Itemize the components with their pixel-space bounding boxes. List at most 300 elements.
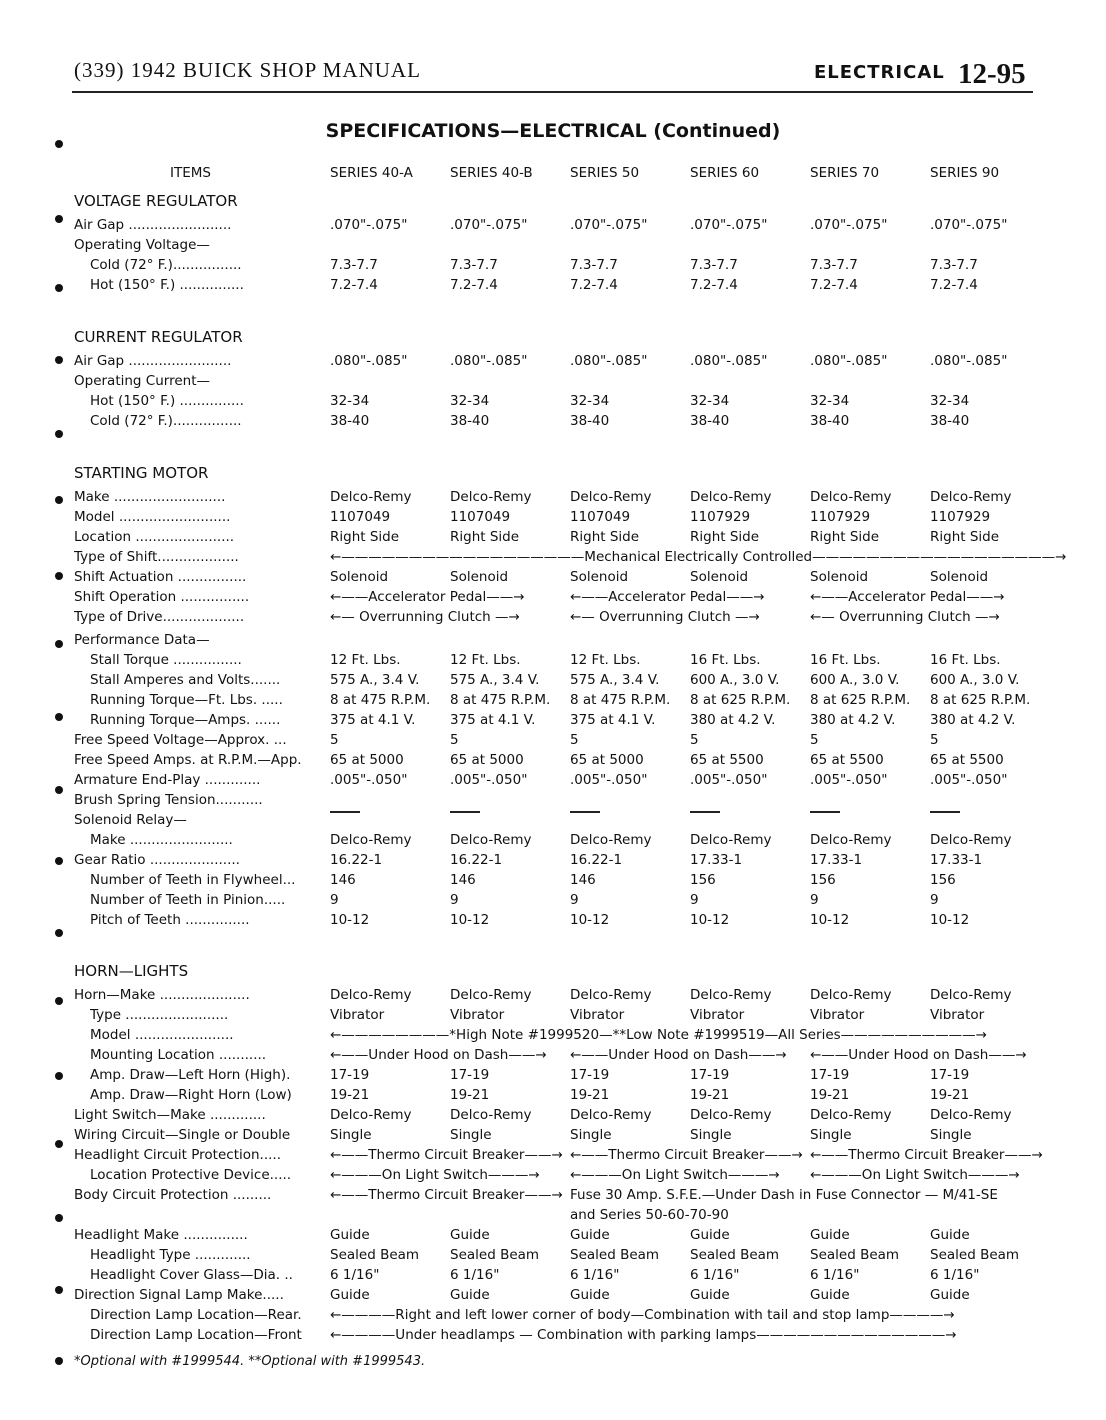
cell-value: Guide — [330, 1227, 370, 1243]
cell-value: 8 at 475 R.P.M. — [450, 692, 551, 708]
cell-value: 7.2-7.4 — [810, 277, 858, 293]
margin-bullet — [55, 356, 63, 364]
cell-value: .080"-.085" — [930, 353, 1008, 369]
spec-row — [0, 609, 1106, 629]
margin-bullet — [55, 640, 63, 648]
cell-value: 19-21 — [930, 1087, 970, 1103]
row-label: Direction Lamp Location—Rear. — [90, 1307, 302, 1323]
cell-value: 7.3-7.7 — [450, 257, 498, 273]
spec-row — [0, 1307, 1106, 1327]
row-label: Model .......................... — [74, 509, 231, 525]
row-label: Make .......................... — [74, 489, 226, 505]
cell-value: .005"-.050" — [330, 772, 408, 788]
spec-row — [0, 373, 1106, 393]
cell-value: Right Side — [450, 529, 520, 545]
row-label: Operating Voltage— — [74, 237, 210, 253]
row-label: Performance Data— — [74, 632, 210, 648]
series-header: SERIES 40-A — [330, 165, 413, 181]
spec-row — [0, 509, 1106, 529]
section-heading: VOLTAGE REGULATOR — [74, 192, 238, 210]
cell-value: Guide — [690, 1227, 730, 1243]
cell-value: 6 1/16" — [450, 1267, 500, 1283]
cell-value: 575 A., 3.4 V. — [330, 672, 420, 688]
cell-value: 575 A., 3.4 V. — [450, 672, 540, 688]
cell-value: Delco-Remy — [330, 987, 412, 1003]
cell-value: 65 at 5500 — [810, 752, 884, 768]
cell-value: 375 at 4.1 V. — [450, 712, 536, 728]
cell-value: 1107049 — [450, 509, 511, 525]
cell-value: Solenoid — [930, 569, 989, 585]
cell-value: 10-12 — [810, 912, 850, 928]
cell-value: Right Side — [810, 529, 880, 545]
section-heading-row — [0, 962, 1106, 982]
row-label: Mounting Location ........... — [90, 1047, 267, 1063]
cell-value: 17.33-1 — [810, 852, 863, 868]
cell-value: Delco-Remy — [690, 987, 772, 1003]
cell-value: Guide — [690, 1287, 730, 1303]
cell-value: Delco-Remy — [330, 489, 412, 505]
row-label: Light Switch—Make ............. — [74, 1107, 266, 1123]
cell-value: Vibrator — [810, 1007, 865, 1023]
cell-value: 19-21 — [450, 1087, 490, 1103]
spec-row — [0, 1067, 1106, 1087]
cell-value: 7.2-7.4 — [930, 277, 978, 293]
spanning-value: ←——Under Hood on Dash——→ — [570, 1047, 787, 1063]
cell-value: 6 1/16" — [810, 1267, 860, 1283]
spanning-value: ←———On Light Switch———→ — [330, 1167, 540, 1183]
spanning-value: ←——Thermo Circuit Breaker——→ — [330, 1187, 563, 1203]
row-label: Location Protective Device..... — [90, 1167, 292, 1183]
row-label: Model ....................... — [90, 1027, 234, 1043]
cell-value: Guide — [810, 1227, 850, 1243]
cell-value: 1107049 — [330, 509, 391, 525]
cell-value: Delco-Remy — [450, 489, 532, 505]
cell-value: 9 — [930, 892, 939, 908]
cell-value: Delco-Remy — [450, 832, 532, 848]
series-header: SERIES 70 — [810, 165, 880, 181]
row-label: Running Torque—Ft. Lbs. ..... — [90, 692, 283, 708]
spec-row — [0, 1207, 1106, 1227]
spec-row — [0, 1167, 1106, 1187]
spec-row — [0, 852, 1106, 872]
cell-value: 38-40 — [450, 413, 490, 429]
cell-value: Solenoid — [570, 569, 629, 585]
spec-row — [0, 1287, 1106, 1307]
cell-value: Delco-Remy — [930, 987, 1012, 1003]
spec-row — [0, 569, 1106, 589]
section-heading-row — [0, 328, 1106, 348]
cell-value: Vibrator — [930, 1007, 985, 1023]
cell-value: .080"-.085" — [810, 353, 888, 369]
cell-value: Right Side — [330, 529, 400, 545]
cell-value: Delco-Remy — [930, 1107, 1012, 1123]
cell-value: Vibrator — [690, 1007, 745, 1023]
spanning-value: ←————Under headlamps — Combination with parking lamps——————————————→ — [330, 1327, 957, 1343]
manual-title: (339) 1942 BUICK SHOP MANUAL — [74, 58, 421, 82]
cell-value: Sealed Beam — [450, 1247, 540, 1263]
row-label: Location ....................... — [74, 529, 235, 545]
row-label: Wiring Circuit—Single or Double — [74, 1127, 291, 1143]
cell-value: 19-21 — [810, 1087, 850, 1103]
cell-value: 600 A., 3.0 V. — [930, 672, 1020, 688]
row-label: Cold (72° F.)................ — [90, 413, 242, 429]
cell-value: Single — [450, 1127, 492, 1143]
spec-row — [0, 1227, 1106, 1247]
cell-value: 7.2-7.4 — [330, 277, 378, 293]
cell-value: Solenoid — [330, 569, 389, 585]
cell-value: 19-21 — [330, 1087, 370, 1103]
page-title: SPECIFICATIONS—ELECTRICAL (Continued) — [325, 120, 781, 142]
cell-value: .005"-.050" — [810, 772, 888, 788]
spanning-value: ←——Thermo Circuit Breaker——→ — [330, 1147, 563, 1163]
cell-value: 7.3-7.7 — [330, 257, 378, 273]
row-label: Cold (72° F.)................ — [90, 257, 242, 273]
cell-value: 17.33-1 — [690, 852, 743, 868]
row-label: Pitch of Teeth ............... — [90, 912, 250, 928]
spec-row — [0, 1007, 1106, 1027]
cell-value: 8 at 475 R.P.M. — [570, 692, 671, 708]
cell-value: 6 1/16" — [930, 1267, 980, 1283]
cell-value: Single — [690, 1127, 732, 1143]
spec-row — [0, 413, 1106, 433]
row-label: Body Circuit Protection ......... — [74, 1187, 272, 1203]
spanning-value: ←——Thermo Circuit Breaker——→ — [810, 1147, 1043, 1163]
cell-value: Sealed Beam — [930, 1247, 1020, 1263]
spec-row — [0, 489, 1106, 509]
cell-value: Sealed Beam — [690, 1247, 780, 1263]
row-label: Headlight Circuit Protection..... — [74, 1147, 282, 1163]
spanning-value: ←——Under Hood on Dash——→ — [330, 1047, 547, 1063]
cell-value: Sealed Beam — [570, 1247, 660, 1263]
cell-value: 7.3-7.7 — [570, 257, 618, 273]
cell-value: 8 at 625 R.P.M. — [810, 692, 911, 708]
cell-value: 8 at 625 R.P.M. — [690, 692, 791, 708]
cell-value: Guide — [450, 1287, 490, 1303]
margin-bullet — [55, 786, 63, 794]
cell-value: 5 — [570, 732, 579, 748]
cell-value: .080"-.085" — [690, 353, 768, 369]
spanning-value: ←— Overrunning Clutch —→ — [810, 609, 1000, 625]
spec-row — [0, 632, 1106, 652]
cell-value: Delco-Remy — [690, 1107, 772, 1123]
row-label: Air Gap ........................ — [74, 353, 232, 369]
cell-value: 16 Ft. Lbs. — [810, 652, 881, 668]
row-label: Stall Amperes and Volts....... — [90, 672, 281, 688]
spec-row — [0, 589, 1106, 609]
cell-value: 17-19 — [930, 1067, 970, 1083]
margin-bullet — [55, 1140, 63, 1148]
spec-row — [0, 1027, 1106, 1047]
cell-value: 146 — [330, 872, 356, 888]
cell-value: 5 — [810, 732, 819, 748]
cell-value: 8 at 625 R.P.M. — [930, 692, 1031, 708]
cell-value: 380 at 4.2 V. — [810, 712, 896, 728]
cell-value: 17-19 — [810, 1067, 850, 1083]
series-header: SERIES 50 — [570, 165, 640, 181]
cell-value: 7.3-7.7 — [690, 257, 738, 273]
spec-row — [0, 1247, 1106, 1267]
cell-value: 10-12 — [570, 912, 610, 928]
cell-value: 7.2-7.4 — [450, 277, 498, 293]
footnote: *Optional with #1999544. **Optional with #1999543. — [74, 1354, 426, 1369]
cell-value: 146 — [450, 872, 476, 888]
cell-value: 32-34 — [690, 393, 730, 409]
cell-value: 16.22-1 — [330, 852, 383, 868]
margin-bullet — [55, 215, 63, 223]
cell-value: 7.2-7.4 — [690, 277, 738, 293]
cell-value: 375 at 4.1 V. — [330, 712, 416, 728]
spec-row — [0, 712, 1106, 732]
row-label: Type ........................ — [90, 1007, 229, 1023]
row-label: Hot (150° F.) ............... — [90, 393, 244, 409]
row-label: Shift Actuation ................ — [74, 569, 247, 585]
cell-value: Sealed Beam — [810, 1247, 900, 1263]
cell-value: 12 Ft. Lbs. — [570, 652, 641, 668]
cell-value: 9 — [570, 892, 579, 908]
series-header: SERIES 90 — [930, 165, 1000, 181]
spec-row — [0, 1147, 1106, 1167]
margin-bullet — [55, 997, 63, 1005]
cell-value: .070"-.075" — [810, 217, 888, 233]
cell-value: 17-19 — [450, 1067, 490, 1083]
cell-value: 156 — [690, 872, 716, 888]
row-label: Gear Ratio ..................... — [74, 852, 240, 868]
cell-value: .070"-.075" — [330, 217, 408, 233]
cell-value: 10-12 — [930, 912, 970, 928]
spec-row — [0, 792, 1106, 812]
cell-value: 375 at 4.1 V. — [570, 712, 656, 728]
cell-value: 19-21 — [690, 1087, 730, 1103]
margin-bullet — [55, 140, 63, 148]
spec-row — [0, 549, 1106, 569]
section-heading: HORN—LIGHTS — [74, 962, 189, 980]
row-label: Air Gap ........................ — [74, 217, 232, 233]
row-label: Running Torque—Amps. ...... — [90, 712, 281, 728]
row-label: Armature End-Play ............. — [74, 772, 261, 788]
margin-bullet — [55, 1286, 63, 1294]
spec-row — [0, 752, 1106, 772]
column-header-row — [0, 165, 1106, 185]
cell-value: .005"-.050" — [930, 772, 1008, 788]
cell-value: 17-19 — [570, 1067, 610, 1083]
row-label: Type of Drive................... — [74, 609, 245, 625]
cell-value: 5 — [330, 732, 339, 748]
spec-row — [0, 732, 1106, 752]
cell-value: 7.3-7.7 — [930, 257, 978, 273]
margin-bullet — [55, 929, 63, 937]
cell-value: 38-40 — [930, 413, 970, 429]
spec-row — [0, 1267, 1106, 1287]
cell-value: 16.22-1 — [450, 852, 503, 868]
margin-bullet — [55, 430, 63, 438]
cell-value: Guide — [930, 1227, 970, 1243]
spec-row — [0, 257, 1106, 277]
cell-value: 1107929 — [810, 509, 871, 525]
spec-row — [0, 217, 1106, 237]
row-label: Headlight Make ............... — [74, 1227, 248, 1243]
spanning-value: ←————Right and left lower corner of body—Combination with tail and stop lamp————→ — [330, 1307, 955, 1323]
spec-row — [0, 692, 1106, 712]
cell-value: .005"-.050" — [570, 772, 648, 788]
cell-value: 16 Ft. Lbs. — [690, 652, 761, 668]
cell-value: Delco-Remy — [810, 987, 892, 1003]
margin-bullet — [55, 572, 63, 580]
cell-value: Right Side — [570, 529, 640, 545]
cell-value: 38-40 — [690, 413, 730, 429]
cell-value: 1107929 — [930, 509, 991, 525]
cell-value: 6 1/16" — [570, 1267, 620, 1283]
spanning-value: ←——Under Hood on Dash——→ — [810, 1047, 1027, 1063]
spec-row — [0, 1327, 1106, 1347]
cell-value: Delco-Remy — [930, 832, 1012, 848]
row-label: Headlight Cover Glass—Dia. .. — [90, 1267, 293, 1283]
cell-value: 380 at 4.2 V. — [930, 712, 1016, 728]
cell-value: .080"-.085" — [570, 353, 648, 369]
cell-value: .070"-.075" — [690, 217, 768, 233]
cell-value: .005"-.050" — [450, 772, 528, 788]
items-header: ITEMS — [170, 165, 211, 181]
row-label: Direction Lamp Location—Front — [90, 1327, 302, 1343]
row-label: Type of Shift................... — [74, 549, 239, 565]
cell-value: 156 — [930, 872, 956, 888]
spec-row — [0, 277, 1106, 297]
spanning-value: ←——Accelerator Pedal——→ — [570, 589, 765, 605]
cell-value: Right Side — [930, 529, 1000, 545]
cell-value: 7.3-7.7 — [810, 257, 858, 273]
margin-bullet — [55, 284, 63, 292]
spanning-value: ←——Accelerator Pedal——→ — [810, 589, 1005, 605]
row-label: Amp. Draw—Right Horn (Low) — [90, 1087, 292, 1103]
cell-value: Guide — [330, 1287, 370, 1303]
cell-value: .070"-.075" — [570, 217, 648, 233]
spec-row — [0, 393, 1106, 413]
row-label: Make ........................ — [90, 832, 233, 848]
cell-value: 146 — [570, 872, 596, 888]
cell-value: 38-40 — [330, 413, 370, 429]
spec-row — [0, 237, 1106, 257]
margin-bullet — [55, 1072, 63, 1080]
cell-value: Solenoid — [690, 569, 749, 585]
spec-row — [0, 1107, 1106, 1127]
spec-row — [0, 832, 1106, 852]
cell-value: Delco-Remy — [570, 1107, 652, 1123]
margin-bullet — [55, 713, 63, 721]
cell-value: Vibrator — [570, 1007, 625, 1023]
cell-value: 16 Ft. Lbs. — [930, 652, 1001, 668]
cell-value: Delco-Remy — [930, 489, 1012, 505]
cell-value: 65 at 5500 — [930, 752, 1004, 768]
cell-value: 65 at 5500 — [690, 752, 764, 768]
cell-value: 9 — [690, 892, 699, 908]
cell-value: Solenoid — [810, 569, 869, 585]
spanning-value: ←——Accelerator Pedal——→ — [330, 589, 525, 605]
cell-value: 10-12 — [330, 912, 370, 928]
spec-row — [0, 652, 1106, 672]
cell-value: 6 1/16" — [330, 1267, 380, 1283]
cell-value: 9 — [810, 892, 819, 908]
row-label: Amp. Draw—Left Horn (High). — [90, 1067, 291, 1083]
row-label: Free Speed Amps. at R.P.M.—App. — [74, 752, 302, 768]
cell-value: Delco-Remy — [570, 832, 652, 848]
row-label: Solenoid Relay— — [74, 812, 187, 828]
cell-value: 1107929 — [690, 509, 751, 525]
spec-row — [0, 987, 1106, 1007]
cell-value: Vibrator — [330, 1007, 385, 1023]
cell-value: 7.2-7.4 — [570, 277, 618, 293]
cell-value: Single — [930, 1127, 972, 1143]
cell-value: 8 at 475 R.P.M. — [330, 692, 431, 708]
spanning-value: ←— Overrunning Clutch —→ — [570, 609, 760, 625]
header-rule — [72, 91, 1033, 93]
cell-value: 9 — [450, 892, 459, 908]
cell-value: 65 at 5000 — [330, 752, 404, 768]
cell-value: Delco-Remy — [570, 489, 652, 505]
cell-value: 1107049 — [570, 509, 631, 525]
section-name: ELECTRICAL — [814, 62, 945, 83]
cell-value: Delco-Remy — [810, 1107, 892, 1123]
cell-value: Guide — [930, 1287, 970, 1303]
cell-value: 6 1/16" — [690, 1267, 740, 1283]
cell-value: Guide — [810, 1287, 850, 1303]
section-heading-row — [0, 192, 1106, 212]
cell-value: .005"-.050" — [690, 772, 768, 788]
margin-bullet — [55, 496, 63, 504]
cell-value: Solenoid — [450, 569, 509, 585]
cell-value: 65 at 5000 — [570, 752, 644, 768]
cell-value: 156 — [810, 872, 836, 888]
cell-value: 32-34 — [930, 393, 970, 409]
cell-value: 5 — [930, 732, 939, 748]
spanning-value: ←————————*High Note #1999520—**Low Note #1999519—All Series——————————→ — [330, 1027, 987, 1043]
row-label: Brush Spring Tension........... — [74, 792, 263, 808]
spanning-value: ←——————————————————Mechanical Electrically Controlled——————————————————→ — [330, 549, 1067, 565]
spec-row — [0, 529, 1106, 549]
cell-value: 600 A., 3.0 V. — [690, 672, 780, 688]
cell-value: 12 Ft. Lbs. — [330, 652, 401, 668]
cell-value: 10-12 — [690, 912, 730, 928]
spanning-value: ←— Overrunning Clutch —→ — [330, 609, 520, 625]
spanning-value: and Series 50-60-70-90 — [570, 1207, 729, 1223]
cell-value: Delco-Remy — [810, 489, 892, 505]
row-label: Free Speed Voltage—Approx. ... — [74, 732, 287, 748]
cell-value: .070"-.075" — [930, 217, 1008, 233]
page-number: 12-95 — [958, 58, 1026, 90]
cell-value: Delco-Remy — [810, 832, 892, 848]
cell-value: Delco-Remy — [690, 832, 772, 848]
row-label: Horn—Make ..................... — [74, 987, 250, 1003]
cell-value: 65 at 5000 — [450, 752, 524, 768]
cell-value: 16.22-1 — [570, 852, 623, 868]
cell-value: 380 at 4.2 V. — [690, 712, 776, 728]
cell-value: 32-34 — [330, 393, 370, 409]
cell-value: 19-21 — [570, 1087, 610, 1103]
cell-value: .070"-.075" — [450, 217, 528, 233]
spec-row — [0, 353, 1106, 373]
row-label: Number of Teeth in Flywheel... — [90, 872, 296, 888]
spec-row — [0, 912, 1106, 932]
cell-value: 32-34 — [570, 393, 610, 409]
spec-row — [0, 812, 1106, 832]
cell-value: 575 A., 3.4 V. — [570, 672, 660, 688]
row-label: Stall Torque ................ — [90, 652, 242, 668]
row-label: Operating Current— — [74, 373, 210, 389]
series-header: SERIES 40-B — [450, 165, 533, 181]
cell-value: 12 Ft. Lbs. — [450, 652, 521, 668]
spec-row — [0, 1127, 1106, 1147]
spec-row — [0, 1047, 1106, 1067]
spec-row — [0, 772, 1106, 792]
cell-value: Sealed Beam — [330, 1247, 420, 1263]
